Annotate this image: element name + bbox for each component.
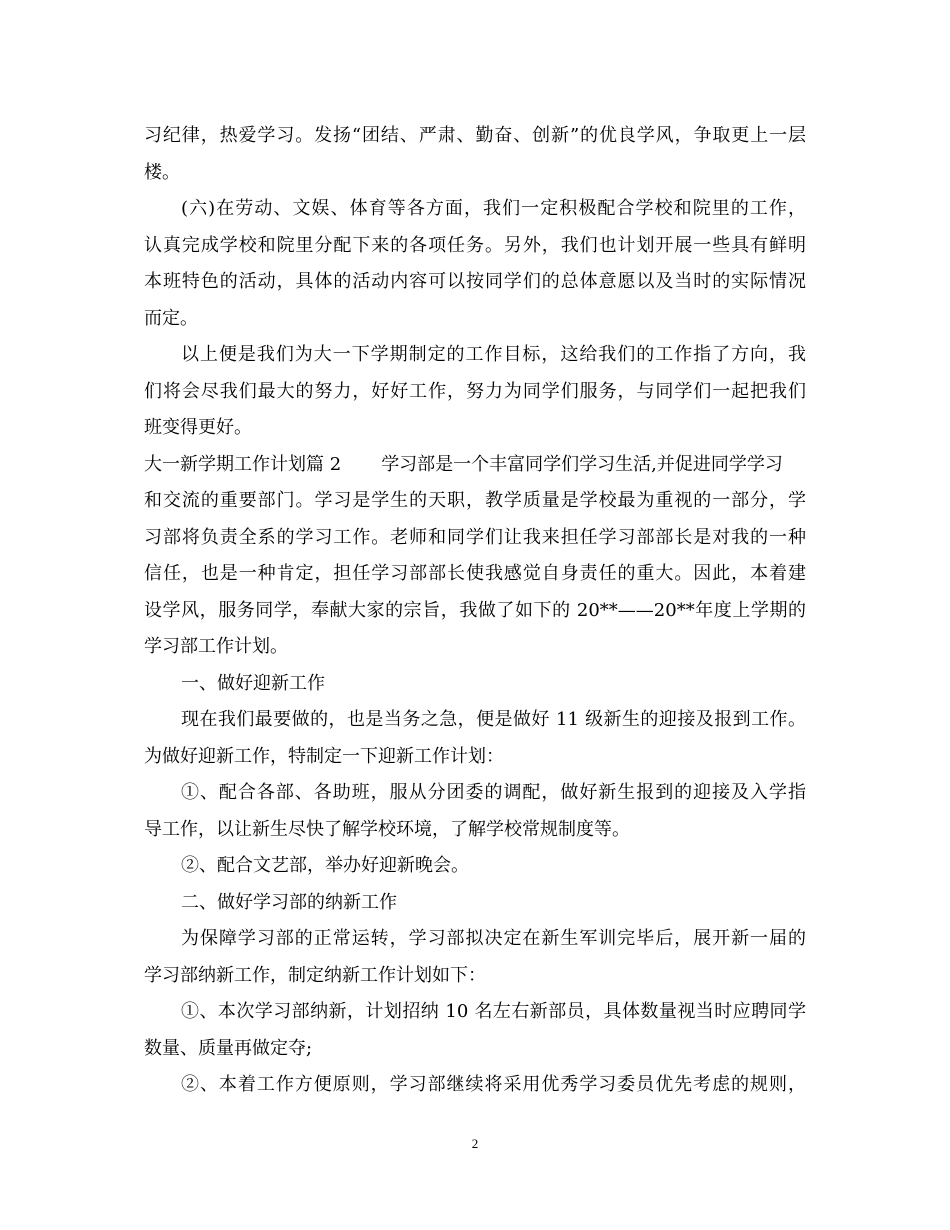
text-line: 认真完成学校和院里分配下来的各项任务。另外，我们也计划开展一些具有鲜明	[144, 234, 806, 256]
list-item: ①、本次学习部纳新，计划招纳 10 名左右新部员，具体数量视当时应聘同学	[181, 1001, 806, 1022]
paragraph-start: 以上便是我们为大一下学期制定的工作目标，这给我们的工作指了方向，我	[181, 344, 806, 365]
section-heading: 大一新学期工作计划篇 2	[144, 453, 342, 475]
text-line: 习部将负责全系的学习工作。老师和同学们让我来担任学习部部长是对我的一种	[144, 526, 806, 548]
list-item: ②、本着工作方便原则，学习部继续将采用优秀学习委员优先考虑的规则，	[181, 1074, 806, 1095]
text-line: 导工作，以让新生尽快了解学校环境，了解学校常规制度等。	[144, 818, 630, 840]
text-line: 为做好迎新工作，特制定一下迎新工作计划：	[144, 745, 504, 767]
paragraph-start: 为保障学习部的正常运转，学习部拟决定在新生军训完毕后，展开新一届的	[181, 928, 806, 949]
text-line: 信任，也是一种肯定，担任学习部部长使我感觉自身责任的重大。因此，本着建	[144, 563, 806, 584]
paragraph-start: (六)在劳动、文娱、体育等各方面，我们一定积极配合学校和院里的工作，	[181, 198, 806, 219]
text-line: 本班特色的活动，具体的活动内容可以按同学们的总体意愿以及当时的实际情况	[144, 271, 806, 292]
text-line: 设学风，服务同学，奉献大家的宗旨，我做了如下的 20**——20**年度上学期的	[144, 599, 806, 621]
subheading: 二、做好学习部的纳新工作	[181, 891, 397, 913]
list-item: ②、配合文艺部，举办好迎新晚会。	[181, 855, 469, 876]
section-heading-line	[144, 447, 806, 484]
text-line: 学习部是一个丰富同学们学习生活,并促进同学学习	[381, 453, 783, 475]
list-item: ①、配合各部、各助班，服从分团委的调配，做好新生报到的迎接及入学指	[181, 782, 806, 803]
subheading: 一、做好迎新工作	[181, 672, 325, 694]
text-line: 而定。	[144, 307, 198, 329]
text-line: 学习部纳新工作，制定纳新工作计划如下：	[144, 964, 486, 986]
page-number: 2	[471, 1136, 479, 1151]
text-line: 习纪律，热爱学习。发扬“团结、严肃、勤奋、创新”的优良学风，争取更上一层	[144, 125, 806, 146]
text-line: 学习部工作计划。	[144, 636, 288, 657]
document-body	[144, 118, 806, 1104]
text-line: 和交流的重要部门。学习是学生的天职，教学质量是学校最为重视的一部分，学	[144, 490, 806, 511]
text-line: 班变得更好。	[144, 417, 252, 438]
text-line: 数量、质量再做定夺;	[144, 1037, 313, 1059]
text-line: 们将会尽我们最大的努力，好好工作，努力为同学们服务，与同学们一起把我们	[144, 380, 806, 402]
paragraph-start: 现在我们最要做的，也是当务之急，便是做好 11 级新生的迎接及报到工作。	[181, 709, 806, 730]
text-line: 楼。	[144, 161, 180, 183]
